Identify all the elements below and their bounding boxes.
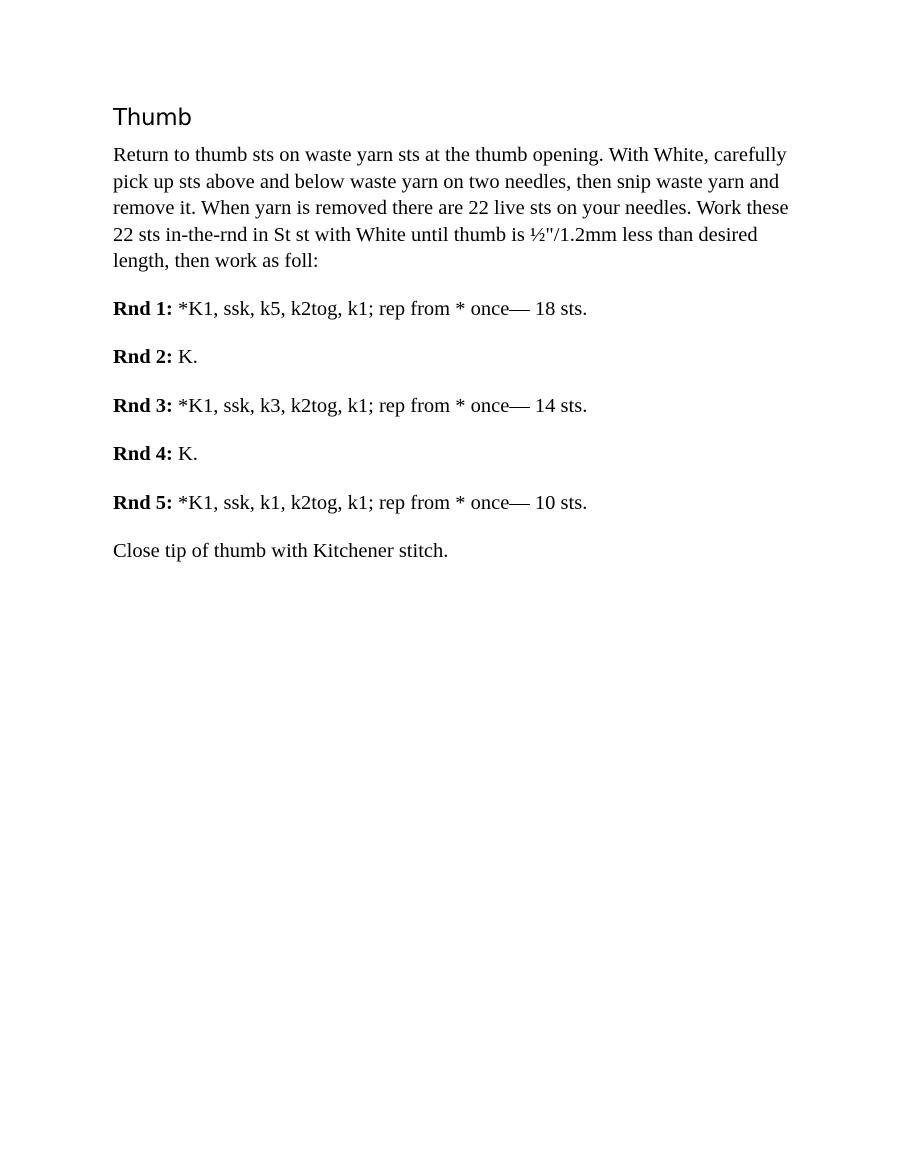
round-label: Rnd 5:	[113, 491, 173, 514]
round-instruction: *K1, ssk, k3, k2tog, k1; rep from * once— 14 sts.	[172, 394, 588, 417]
round-label: Rnd 3:	[113, 394, 173, 417]
round-3	[113, 393, 803, 420]
section-heading: Thumb	[113, 105, 192, 131]
round-label: Rnd 2:	[113, 346, 173, 368]
intro-paragraph: Return to thumb sts on waste yarn sts at the thumb opening. With White, carefully pick up sts above and below waste yarn on two needles, then snip waste yarn and remove it. When yarn is removed there are 22 live sts on your needles. Work these 22 sts in-the-rnd in St st with White until thumb is ½"/1.2mm less than desired length, then work as foll:	[113, 144, 789, 272]
round-instruction: K.	[172, 346, 198, 368]
round-4	[113, 441, 803, 468]
round-instruction: *K1, ssk, k5, k2tog, k1; rep from * once— 18 sts.	[172, 297, 588, 320]
round-2	[113, 344, 803, 371]
round-1	[113, 296, 803, 323]
round-5	[113, 490, 803, 517]
closing-paragraph: Close tip of thumb with Kitchener stitch.	[113, 540, 449, 562]
round-instruction: *K1, ssk, k1, k2tog, k1; rep from * once— 10 sts.	[172, 491, 588, 514]
round-label: Rnd 4:	[113, 443, 173, 465]
round-instruction: K.	[172, 443, 198, 465]
round-label: Rnd 1:	[113, 297, 173, 320]
thumb-section	[113, 100, 803, 565]
